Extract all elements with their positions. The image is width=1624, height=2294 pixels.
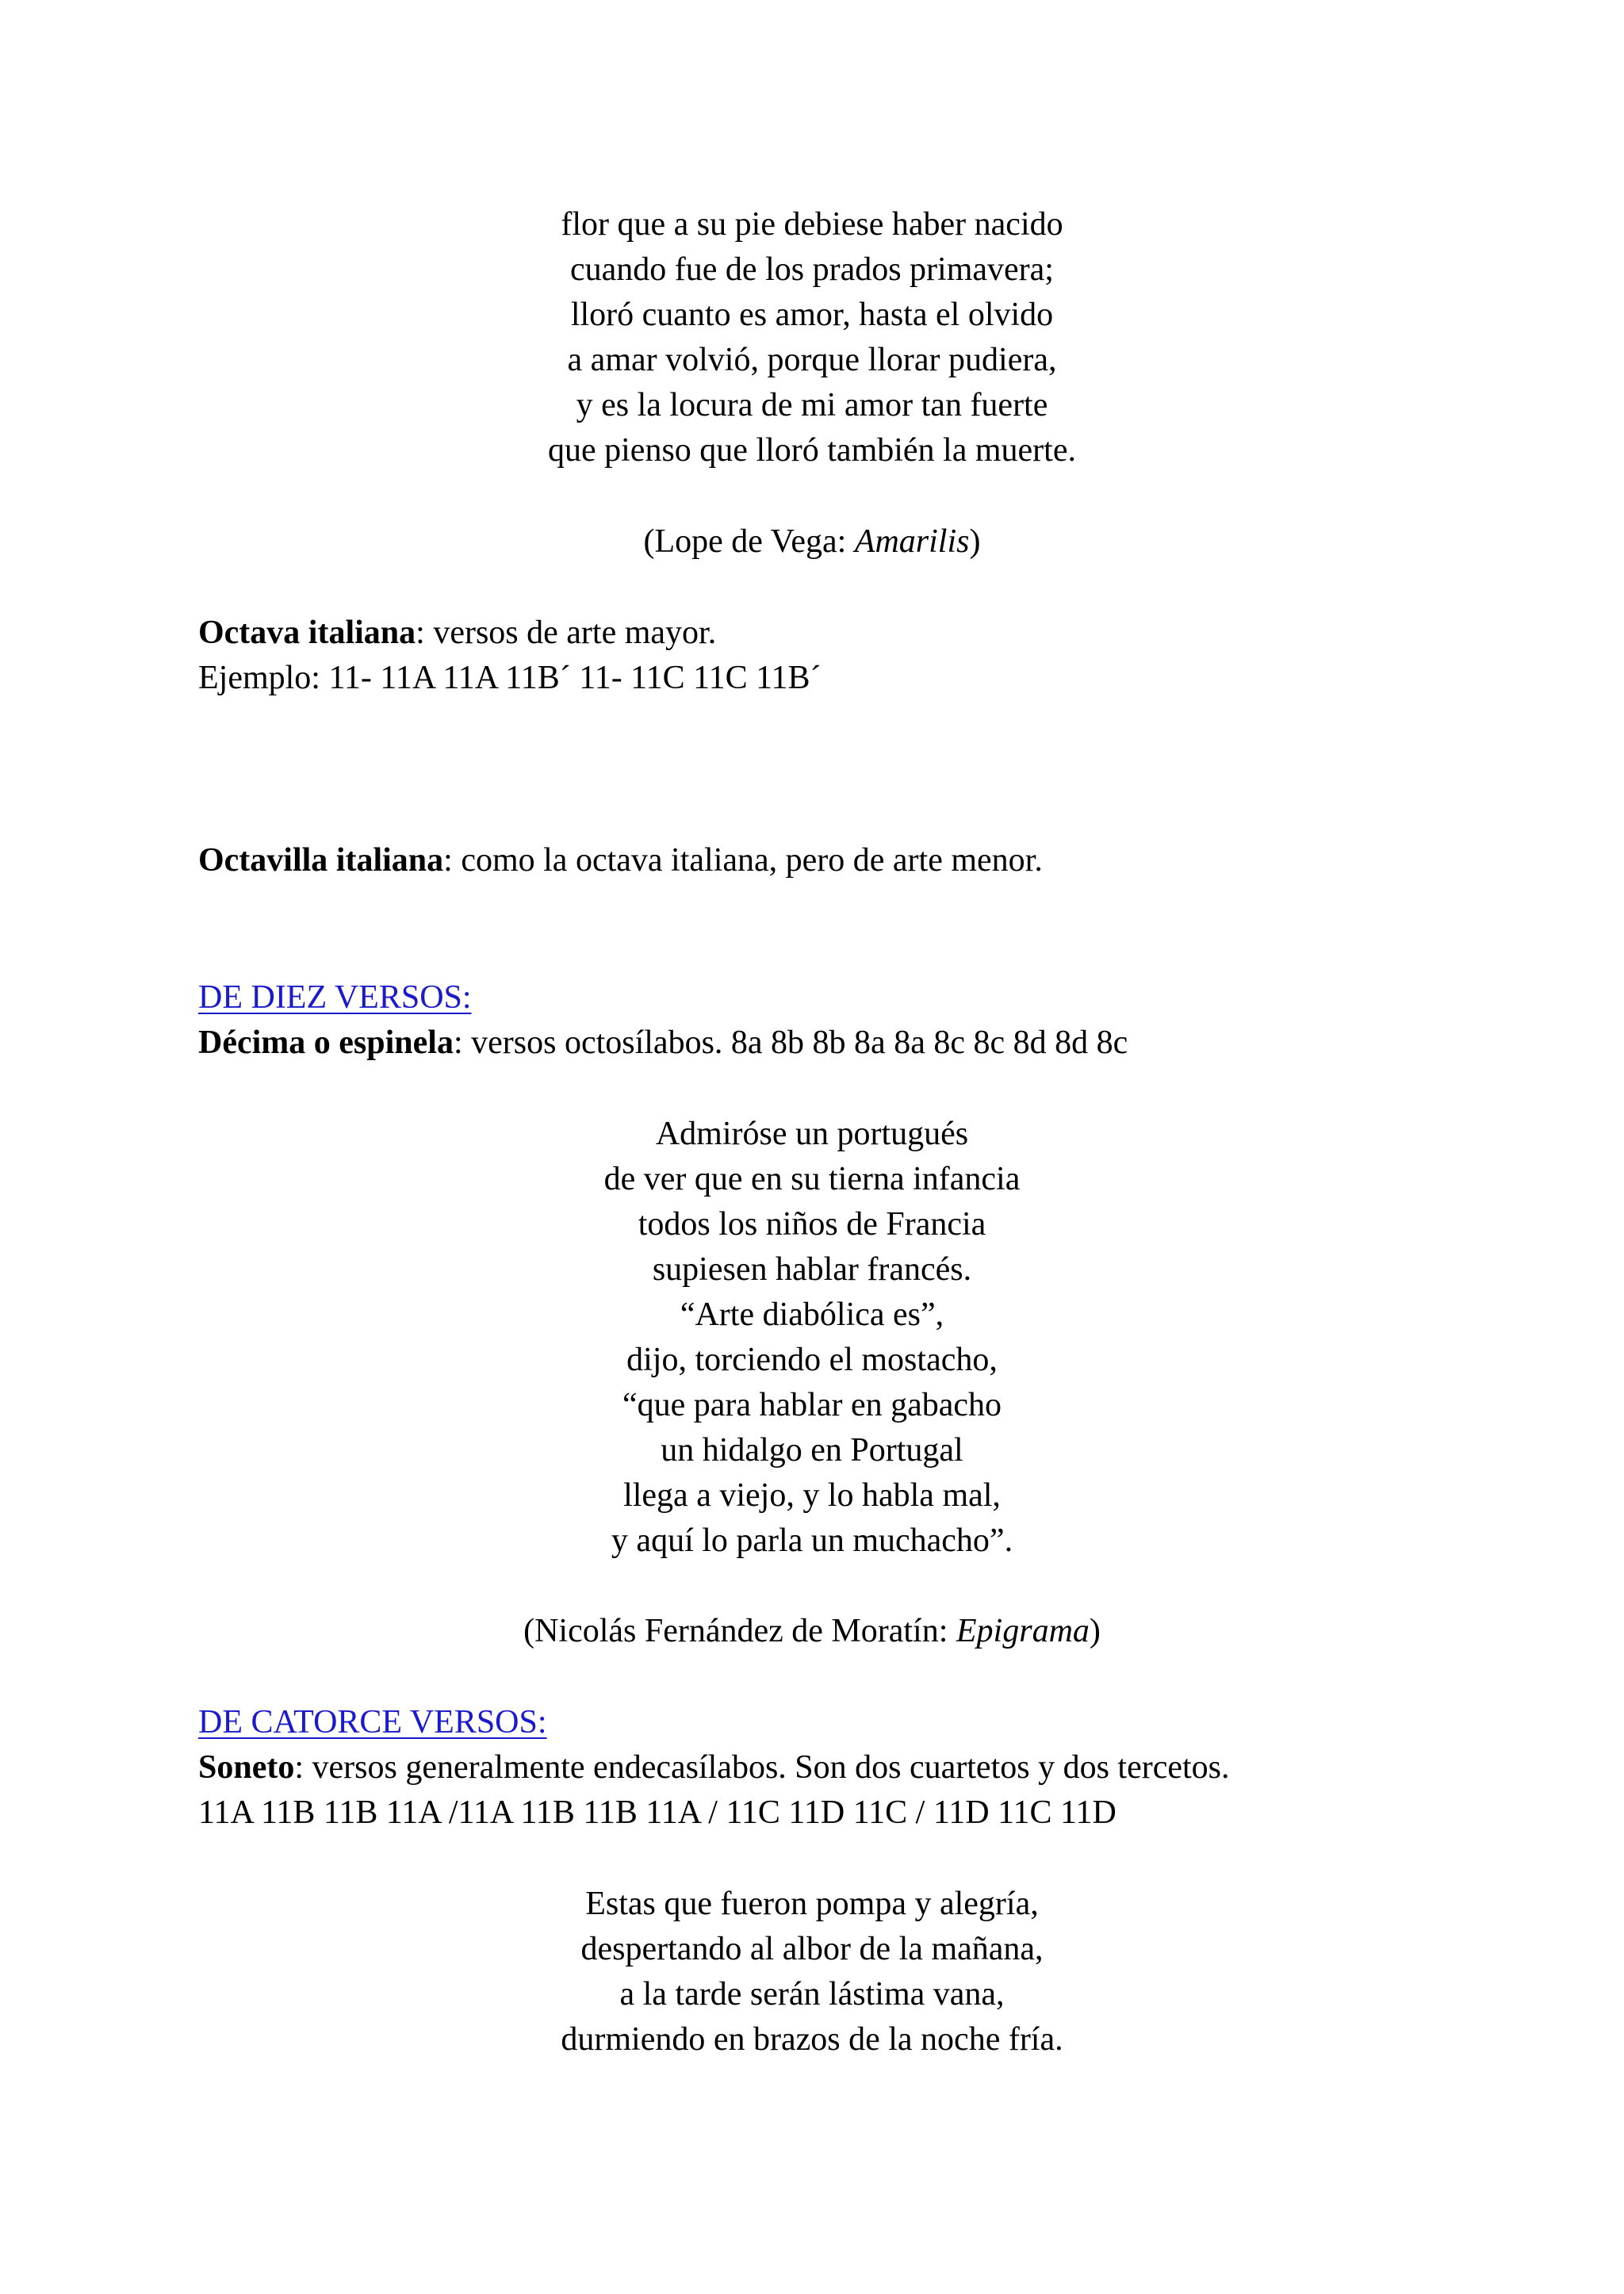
section-de-diez-versos xyxy=(198,975,1426,1066)
poem-line: que pienso que lloró también la muerte. xyxy=(548,432,1076,469)
poem-line: durmiendo en brazos de la noche fría. xyxy=(561,2021,1063,2058)
poem-line: “que para hablar en gabacho xyxy=(622,1387,1002,1423)
citation-suffix: ) xyxy=(969,523,981,560)
poem-line: dijo, torciendo el mostacho, xyxy=(626,1342,998,1378)
definition-decima: : versos octosílabos. 8a 8b 8b 8a 8a 8c 8c 8d 8d 8c xyxy=(453,1024,1128,1061)
poem-line: Estas que fueron pompa y alegría, xyxy=(585,1886,1039,1922)
poem-line: flor que a su pie debiese haber nacido xyxy=(561,206,1063,243)
poem-line: supiesen hablar francés. xyxy=(652,1251,972,1288)
poem-line: despertando al albor de la mañana, xyxy=(580,1931,1044,1967)
poem-line: llega a viejo, y lo habla mal, xyxy=(623,1477,1001,1514)
section-de-catorce-versos xyxy=(198,1700,1426,1836)
poem-line: lloró cuanto es amor, hasta el olvido xyxy=(570,297,1054,333)
citation-prefix: (Nicolás Fernández de Moratín: xyxy=(523,1613,956,1649)
poem-epigrama xyxy=(198,1112,1426,1564)
scheme-soneto: 11A 11B 11B 11A /11A 11B 11B 11A / 11C 11D 11C / 11D 11C 11D xyxy=(198,1794,1116,1831)
citation-title: Amarilis xyxy=(854,523,970,560)
poem-line: y aquí lo parla un muchacho”. xyxy=(611,1522,1013,1559)
heading-link-de-diez-versos[interactable]: DE DIEZ VERSOS: xyxy=(198,979,472,1016)
definition-octavilla-italiana: : como la octava italiana, pero de arte menor. xyxy=(443,842,1043,879)
poem-line: “Arte diabólica es”, xyxy=(680,1296,944,1333)
citation-prefix: (Lope de Vega: xyxy=(643,523,855,560)
octavilla-italiana-entry xyxy=(198,838,1426,883)
poem-amarilis xyxy=(198,202,1426,473)
poem-line: un hidalgo en Portugal xyxy=(661,1432,963,1469)
poem-line: cuando fue de los prados primavera; xyxy=(570,251,1054,288)
poem-soneto xyxy=(198,1882,1426,2062)
term-decima: Décima o espinela xyxy=(198,1024,454,1061)
term-soneto: Soneto xyxy=(198,1749,295,1786)
octava-italiana-entry xyxy=(198,611,1426,701)
term-octavilla-italiana: Octavilla italiana xyxy=(198,842,444,879)
example-octava-italiana: Ejemplo: 11- 11A 11A 11B´ 11- 11C 11C 11B´ xyxy=(198,660,822,696)
citation-amarilis xyxy=(198,519,1426,565)
poem-line: a amar volvió, porque llorar pudiera, xyxy=(567,342,1057,378)
definition-octava-italiana: : versos de arte mayor. xyxy=(416,615,717,651)
poem-line: a la tarde serán lástima vana, xyxy=(619,1976,1005,2013)
poem-line: y es la locura de mi amor tan fuerte xyxy=(576,387,1048,423)
definition-soneto: : versos generalmente endecasílabos. Son dos cuartetos y dos tercetos. xyxy=(294,1749,1230,1786)
poem-line: Admiróse un portugués xyxy=(655,1116,969,1152)
poem-line: todos los niños de Francia xyxy=(638,1206,986,1243)
citation-epigrama xyxy=(198,1609,1426,1654)
term-octava-italiana: Octava italiana xyxy=(198,615,416,651)
citation-title: Epigrama xyxy=(956,1613,1090,1649)
citation-suffix: ) xyxy=(1089,1613,1101,1649)
poem-line: de ver que en su tierna infancia xyxy=(603,1161,1021,1197)
heading-link-de-catorce-versos[interactable]: DE CATORCE VERSOS: xyxy=(198,1704,547,1741)
